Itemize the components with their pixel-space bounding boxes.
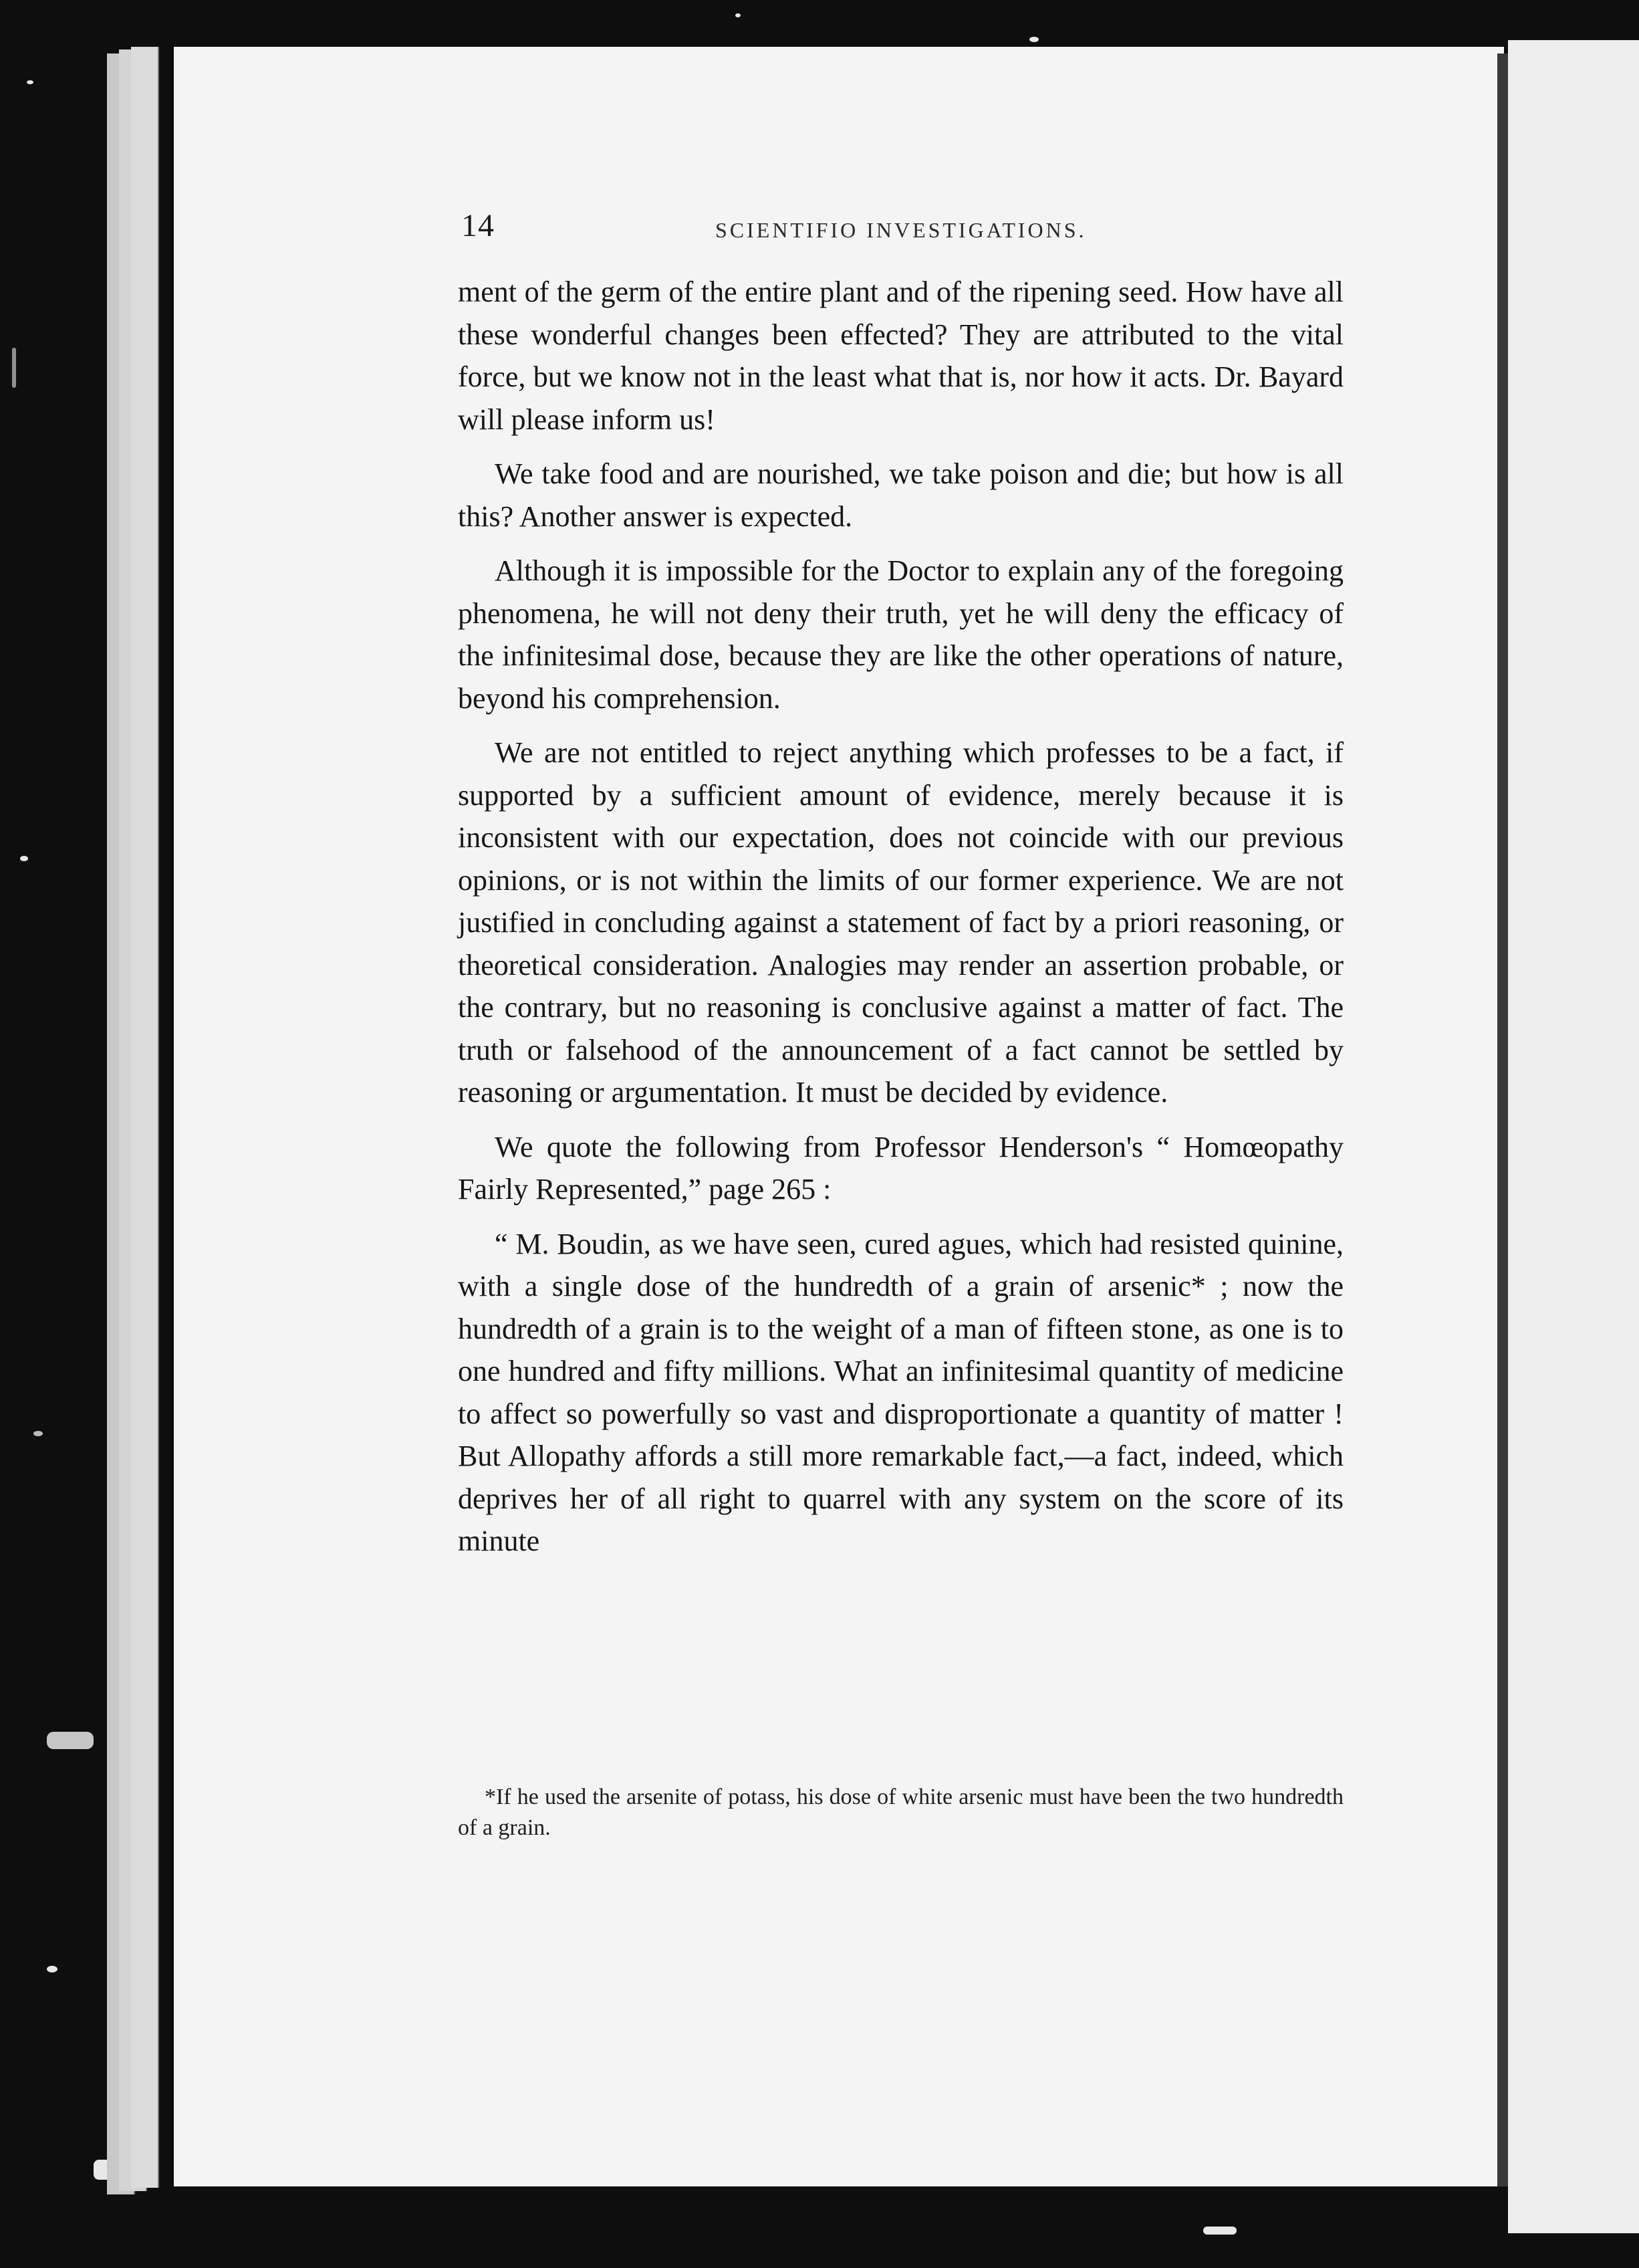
- quotation-paragraph: “ M. Boudin, as we have seen, cured agues, which had resisted quinine, with a single dose of the hundredth of a grain of arsenic* ; now the hundredth of a grain is to the weight of a man of fifteen stone, as one is to one hundred and fifty millions. What an infinitesimal quantity of medicine to affect so powerfully so vast and disproportionate a quantity of matter ! But Allopathy affords a still more remarkable fact,—a fact, indeed, which deprives her of all right to quarrel with any system on the score of its minute: [458, 1227, 1344, 1557]
- scan-speck: [1203, 2227, 1237, 2235]
- page-number: 14: [461, 208, 495, 243]
- paragraph: We are not entitled to reject anything which professes to be a fact, if supported by a sufficient amount of evidence, merely because it is inconsistent with our expectation, does not coincide with our previous opinions, or is not within the limits of our former experience. We are not justified in concluding against a statement of fact by a priori reasoning, or theoretical consideration. Analogies may render an assertion probable, or the contrary, but no reasoning is conclusive against a matter of fact. The truth or falsehood of the announcement of a fact cannot be settled by reasoning or argumentation. It must be decided by evidence.: [458, 736, 1344, 1109]
- scan-speck: [27, 80, 33, 84]
- scan-speck: [12, 348, 16, 388]
- scan-speck: [1029, 37, 1039, 42]
- page-header: [461, 207, 1344, 254]
- footnote: *If he used the arsenite of potass, his dose of white arsenic must have been the two hundredth of a grain.: [458, 1785, 1344, 1840]
- running-head: SCIENTIFIO INVESTIGATIONS.: [715, 218, 1087, 242]
- scan-speck: [20, 856, 28, 861]
- scan-speck: [47, 1732, 94, 1749]
- paragraph: We quote the following from Professor Henderson's “ Homœopathy Fairly Represented,” page 265 :: [458, 1130, 1344, 1206]
- paragraph: Although it is impossible for the Doctor to explain any of the foregoing phenomena, he will not deny their truth, yet he will deny the efficacy of the infinitesimal dose, because they are like the other operations of nature, beyond his comprehension.: [458, 554, 1344, 715]
- paragraph: We take food and are nourished, we take poison and die; but how is all this? Another answer is expected.: [458, 457, 1344, 533]
- scan-speck: [33, 1431, 43, 1436]
- scan-speck: [735, 13, 741, 17]
- facing-page: [1508, 40, 1639, 2233]
- binding-gutter: [1497, 53, 1508, 2186]
- body-text: [458, 271, 1344, 1575]
- page-edge: [131, 47, 159, 2188]
- scan-speck: [47, 1966, 57, 1972]
- paragraph: ment of the germ of the entire plant and of the ripening seed. How have all these wonderful changes been effected? They are attributed to the vital force, but we know not in the least what that is, nor how it acts. Dr. Bayard will please inform us!: [458, 275, 1344, 436]
